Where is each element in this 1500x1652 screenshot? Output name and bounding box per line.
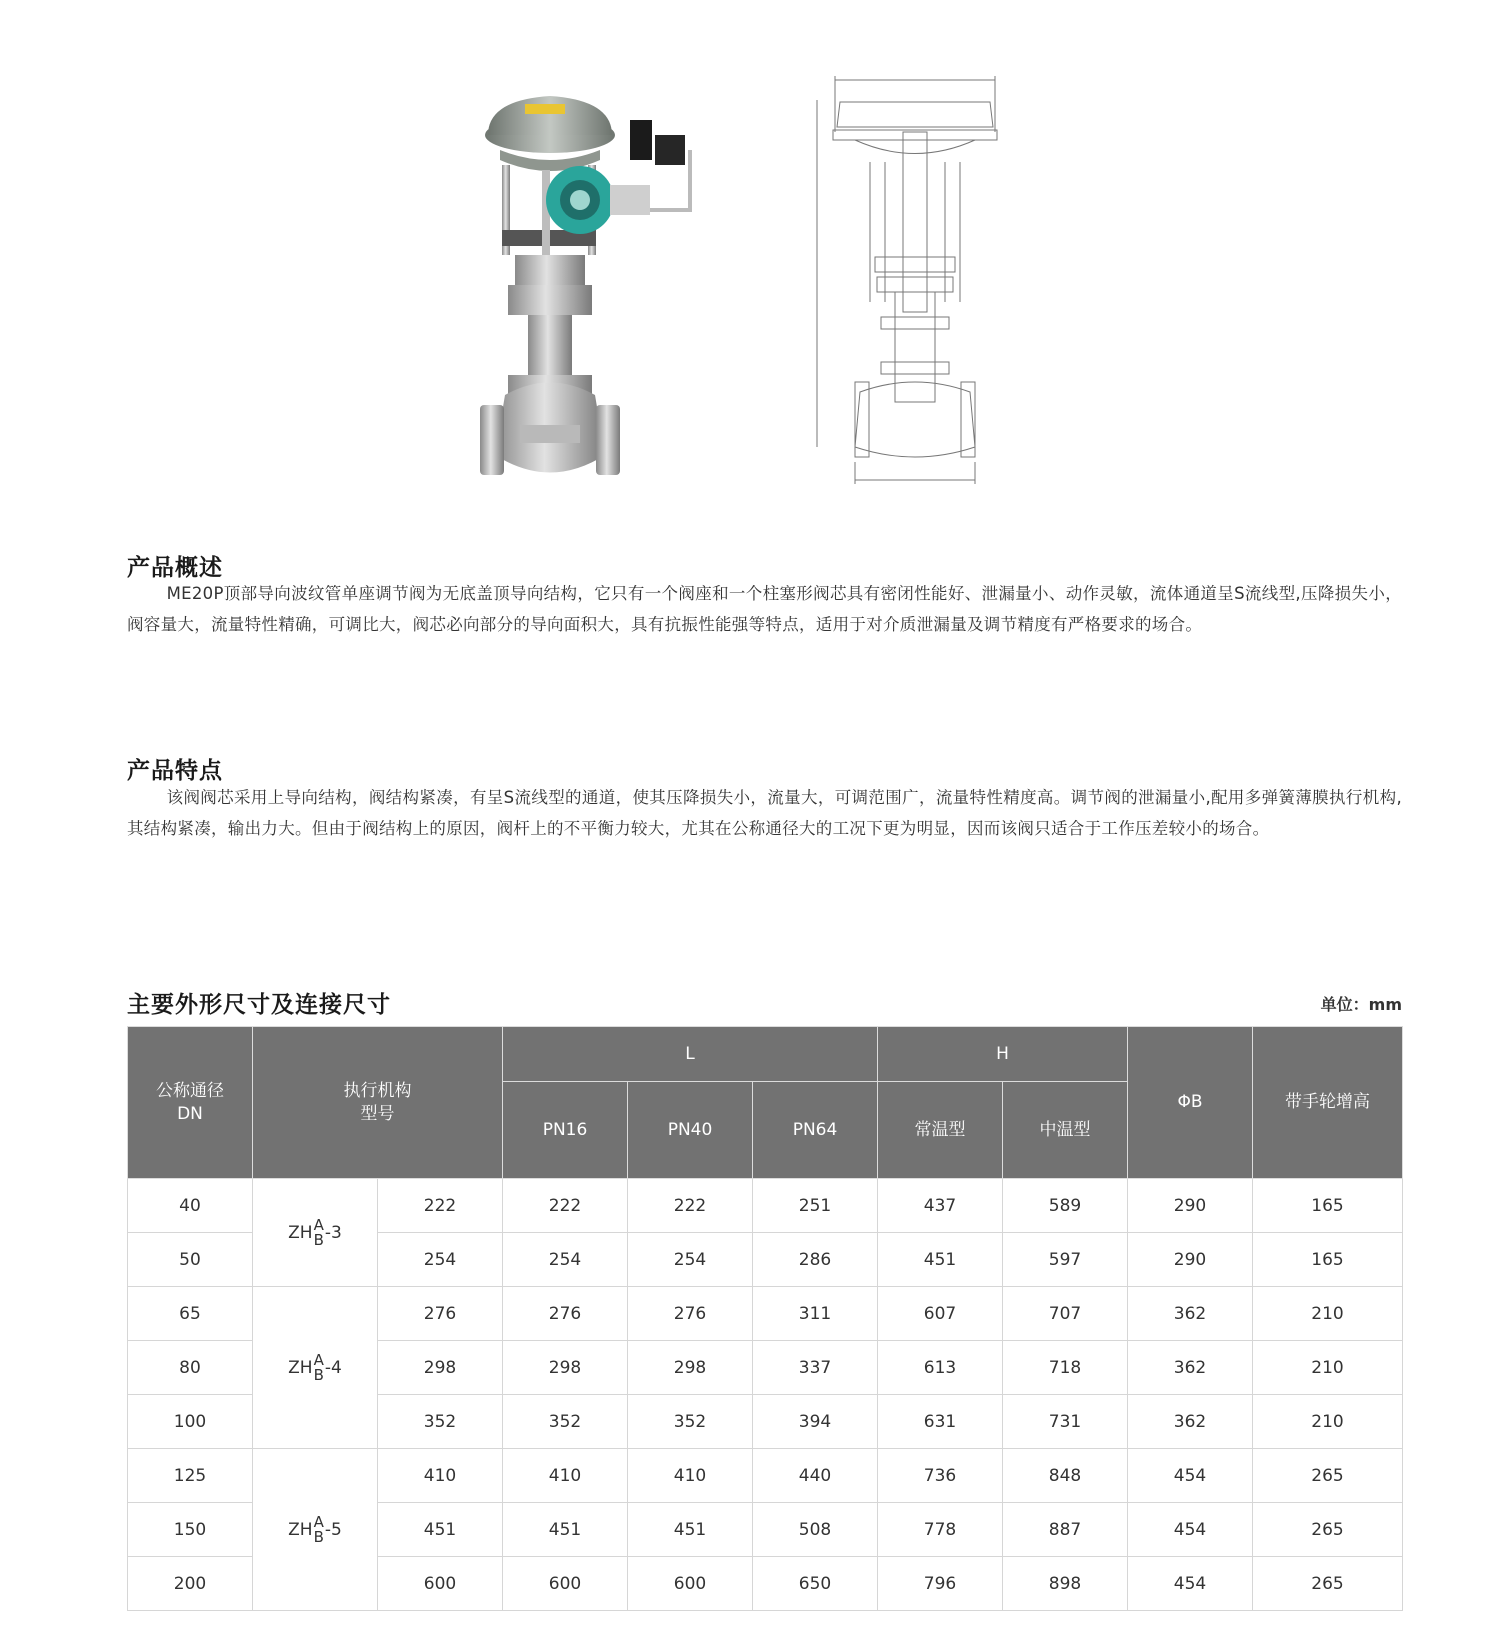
header-dn-line2: DN (177, 1103, 203, 1124)
cell-pn16: 254 (503, 1233, 628, 1287)
cell-actuator-model (253, 1449, 378, 1611)
cell-pn40: 276 (628, 1287, 753, 1341)
cell-normal-temp: 736 (878, 1449, 1003, 1503)
dimensions-table-body (128, 1179, 1403, 1611)
cell-actuator-value: 222 (378, 1179, 503, 1233)
cell-phiB: 454 (1128, 1449, 1253, 1503)
cell-handwheel: 210 (1253, 1395, 1403, 1449)
cell-dn: 125 (128, 1449, 253, 1503)
cell-handwheel: 210 (1253, 1341, 1403, 1395)
cell-pn16: 276 (503, 1287, 628, 1341)
cell-dn: 50 (128, 1233, 253, 1287)
valve-dimension-drawing (815, 72, 1015, 512)
cell-dn: 200 (128, 1557, 253, 1611)
header-H: H (878, 1027, 1128, 1082)
actuator-suffix: -5 (324, 1519, 342, 1540)
cell-pn16: 451 (503, 1503, 628, 1557)
header-dn-line1: 公称通径 (156, 1080, 224, 1101)
cell-pn64: 508 (753, 1503, 878, 1557)
cell-pn16: 352 (503, 1395, 628, 1449)
header-dn (128, 1027, 253, 1179)
actuator-variant (313, 1215, 324, 1249)
cell-pn64: 394 (753, 1395, 878, 1449)
cell-actuator-model (253, 1287, 378, 1449)
actuator-variant (313, 1350, 324, 1384)
cell-normal-temp: 607 (878, 1287, 1003, 1341)
cell-pn16: 600 (503, 1557, 628, 1611)
header-pn64: PN64 (753, 1082, 878, 1179)
cell-pn16: 298 (503, 1341, 628, 1395)
cell-normal-temp: 796 (878, 1557, 1003, 1611)
cell-actuator-value: 276 (378, 1287, 503, 1341)
cell-pn64: 440 (753, 1449, 878, 1503)
cell-dn: 80 (128, 1341, 253, 1395)
cell-normal-temp: 437 (878, 1179, 1003, 1233)
cell-dn: 65 (128, 1287, 253, 1341)
actuator-variant-b: B (313, 1230, 324, 1249)
cell-handwheel: 265 (1253, 1449, 1403, 1503)
actuator-suffix: -4 (324, 1357, 342, 1378)
cell-dn: 40 (128, 1179, 253, 1233)
cell-pn64: 251 (753, 1179, 878, 1233)
table-row (128, 1287, 1403, 1341)
cell-phiB: 362 (1128, 1341, 1253, 1395)
cell-mid-temp: 848 (1003, 1449, 1128, 1503)
header-phiB: ΦB (1128, 1027, 1253, 1179)
overview-text: ME20P顶部导向波纹管单座调节阀为无底盖顶导向结构，它只有一个阀座和一个柱塞形阀芯具有密闭性能好、泄漏量小、动作灵敏，流体通道呈S流线型,压降损失小，阀容量大，流量特性精确，可调比大，阀芯必向部分的导向面积大，具有抗振性能强等特点，适用于对介质泄漏量及调节精度有严格要求的场合。 (127, 584, 1402, 634)
cell-pn16: 222 (503, 1179, 628, 1233)
cell-pn40: 352 (628, 1395, 753, 1449)
cell-actuator-value: 600 (378, 1557, 503, 1611)
cell-phiB: 290 (1128, 1179, 1253, 1233)
cell-phiB: 362 (1128, 1395, 1253, 1449)
header-pn40: PN40 (628, 1082, 753, 1179)
cell-handwheel: 265 (1253, 1557, 1403, 1611)
cell-actuator-value: 410 (378, 1449, 503, 1503)
cell-pn40: 222 (628, 1179, 753, 1233)
table-row (128, 1449, 1403, 1503)
cell-mid-temp: 589 (1003, 1179, 1128, 1233)
cell-normal-temp: 613 (878, 1341, 1003, 1395)
overview-title: 产品概述 (127, 555, 223, 581)
table-row (128, 1179, 1403, 1233)
features-title: 产品特点 (127, 758, 223, 784)
cell-handwheel: 165 (1253, 1179, 1403, 1233)
cell-pn40: 600 (628, 1557, 753, 1611)
actuator-variant (313, 1512, 324, 1546)
dimensions-table (127, 1026, 1403, 1611)
header-handwheel: 带手轮增高 (1253, 1027, 1403, 1179)
actuator-variant-a: A (313, 1350, 324, 1369)
header-actuator-line2: 型号 (360, 1103, 395, 1124)
cell-pn40: 254 (628, 1233, 753, 1287)
cell-actuator-value: 298 (378, 1341, 503, 1395)
header-actuator-line1: 执行机构 (343, 1080, 412, 1101)
actuator-prefix: ZH (288, 1357, 313, 1378)
actuator-variant-b: B (313, 1365, 324, 1384)
header-L: L (503, 1027, 878, 1082)
cell-pn64: 311 (753, 1287, 878, 1341)
cell-pn40: 410 (628, 1449, 753, 1503)
cell-normal-temp: 451 (878, 1233, 1003, 1287)
cell-pn40: 451 (628, 1503, 753, 1557)
valve-product-photo (480, 90, 750, 510)
cell-mid-temp: 898 (1003, 1557, 1128, 1611)
cell-phiB: 454 (1128, 1557, 1253, 1611)
cell-mid-temp: 707 (1003, 1287, 1128, 1341)
cell-pn64: 286 (753, 1233, 878, 1287)
actuator-variant-b: B (313, 1527, 324, 1546)
cell-dn: 100 (128, 1395, 253, 1449)
cell-handwheel: 265 (1253, 1503, 1403, 1557)
cell-mid-temp: 718 (1003, 1341, 1128, 1395)
unit-label: 单位：mm (1320, 995, 1402, 1014)
cell-mid-temp: 597 (1003, 1233, 1128, 1287)
features-text: 该阀阀芯采用上导向结构，阀结构紧凑，有呈S流线型的通道，使其压降损失小，流量大，可调范围广，流量特性精度高。调节阀的泄漏量小,配用多弹簧薄膜执行机构,其结构紧凑，输出力大。但由于阀结构上的原因，阀杆上的不平衡力较大，尤其在公称通径大的工况下更为明显，因而该阀只适合于工作压差较小的场合。 (127, 788, 1402, 838)
cell-handwheel: 210 (1253, 1287, 1403, 1341)
cell-dn: 150 (128, 1503, 253, 1557)
actuator-suffix: -3 (324, 1222, 342, 1243)
header-actuator (253, 1027, 503, 1179)
header-mid-temp: 中温型 (1003, 1082, 1128, 1179)
header-normal-temp: 常温型 (878, 1082, 1003, 1179)
cell-normal-temp: 631 (878, 1395, 1003, 1449)
header-pn16: PN16 (503, 1082, 628, 1179)
cell-phiB: 454 (1128, 1503, 1253, 1557)
cell-handwheel: 165 (1253, 1233, 1403, 1287)
cell-phiB: 362 (1128, 1287, 1253, 1341)
cell-mid-temp: 731 (1003, 1395, 1128, 1449)
dimensions-table-title: 主要外形尺寸及连接尺寸 (127, 992, 391, 1018)
cell-pn16: 410 (503, 1449, 628, 1503)
cell-actuator-value: 352 (378, 1395, 503, 1449)
cell-actuator-value: 254 (378, 1233, 503, 1287)
cell-actuator-value: 451 (378, 1503, 503, 1557)
cell-pn64: 650 (753, 1557, 878, 1611)
cell-pn40: 298 (628, 1341, 753, 1395)
cell-phiB: 290 (1128, 1233, 1253, 1287)
cell-pn64: 337 (753, 1341, 878, 1395)
cell-actuator-model (253, 1179, 378, 1287)
actuator-prefix: ZH (288, 1519, 313, 1540)
cell-normal-temp: 778 (878, 1503, 1003, 1557)
actuator-variant-a: A (313, 1215, 324, 1234)
cell-mid-temp: 887 (1003, 1503, 1128, 1557)
actuator-variant-a: A (313, 1512, 324, 1531)
actuator-prefix: ZH (288, 1222, 313, 1243)
